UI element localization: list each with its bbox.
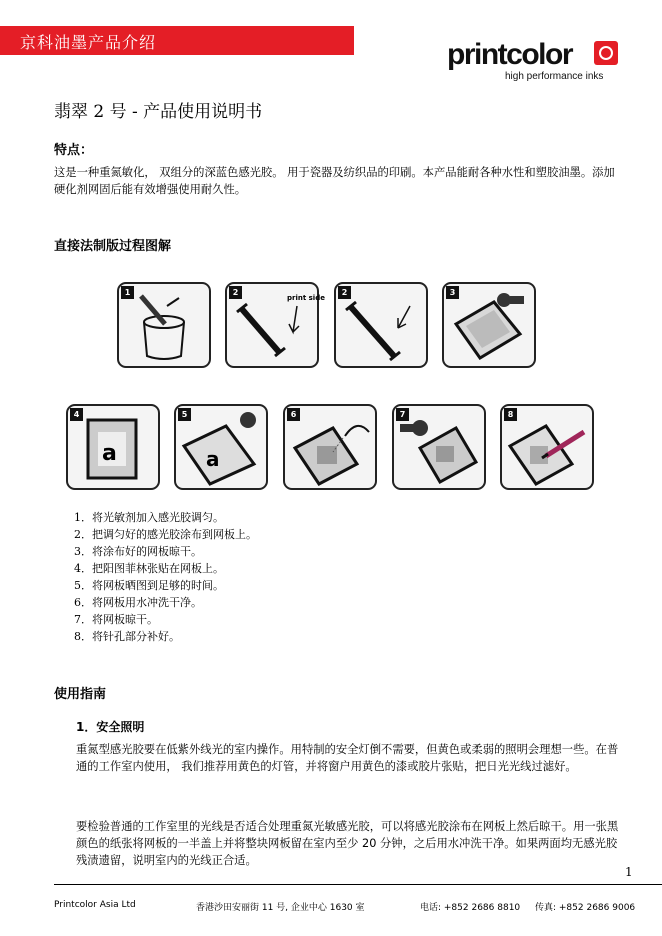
header-banner	[0, 26, 354, 55]
safety-lighting-heading: 1．安全照明	[76, 720, 145, 734]
process-steps-list	[74, 509, 257, 645]
footer-company: Printcolor Asia Ltd	[54, 900, 136, 910]
print-side-label: print side	[287, 294, 325, 302]
step-panel-2b: 2	[334, 282, 428, 368]
list-item: 1．将光敏剂加入感光胶调匀。	[74, 511, 224, 524]
banner-title: 京科油墨产品介绍	[20, 33, 157, 52]
light-test-text: 要检验普通的工作室里的光线是否适合处理重氮光敏感光胶，可以将感光胶涂布在网板上然后晾干。用一张黑颜色的纸张将网板的一半盖上并将整块网板留在室内至少 20 分钟，之后用水冲洗干净。如果两面均无感光胶残渍遗留，说明室内的光线正合适。	[76, 820, 619, 867]
list-item: 8．将针孔部分补好。	[74, 630, 180, 643]
drying-screen-icon	[444, 284, 534, 366]
step-panel-2a: 2 print side	[225, 282, 319, 368]
touchup-brush-icon	[502, 406, 592, 488]
list-item: 6．将网板用水冲洗干净。	[74, 596, 202, 609]
logo-mark-icon	[594, 41, 618, 65]
footer-address: 香港沙田安丽街 11 号, 企业中心 1630 室	[196, 903, 365, 913]
process-heading: 直接法制版过程图解	[54, 239, 172, 254]
list-item: 5．将网板晒图到足够的时间。	[74, 579, 224, 592]
mixing-bucket-icon	[119, 284, 209, 366]
footer-phone: 电话: +852 2686 8810	[420, 903, 521, 913]
coating-trough-icon	[227, 284, 325, 366]
step-panel-3: 3	[442, 282, 536, 368]
step-panel-1: 1	[117, 282, 211, 368]
washout-hose-icon	[285, 406, 375, 488]
list-item: 3．将涂布好的网板晾干。	[74, 545, 202, 558]
step-panel-8: 8	[500, 404, 594, 490]
film-positive-icon	[68, 406, 158, 488]
features-text: 这是一种重氮敏化， 双组分的深蓝色感光胶。 用于瓷器及纺织品的印刷。本产品能耐各种水性和塑胶油墨。添加硬化剂网固后能有效增强使用耐久性。	[54, 166, 615, 196]
step-panel-5: 5 a	[174, 404, 268, 490]
page-number: 1	[625, 865, 633, 879]
list-item: 2．把调匀好的感光胶涂布到网板上。	[74, 528, 257, 541]
logo-wordmark: printcolor	[447, 38, 572, 71]
footer-fax: 传真: +852 2686 9006	[535, 903, 636, 913]
exposure-lamp-icon	[176, 406, 266, 488]
step-panel-7: 7	[392, 404, 486, 490]
page-title: 翡翠 2 号 - 产品使用说明书	[54, 102, 263, 122]
footer-divider	[54, 884, 662, 885]
exposure-letter: a	[206, 447, 220, 471]
features-heading: 特点：	[54, 143, 94, 158]
printcolor-logo	[447, 38, 622, 86]
list-item: 7．将网板晾干。	[74, 613, 158, 626]
step-panel-6: 6	[283, 404, 377, 490]
hair-dryer-icon	[394, 406, 484, 488]
step-panel-4: 4 a	[66, 404, 160, 490]
film-letter: a	[102, 441, 117, 466]
coating-trough-icon	[336, 284, 426, 366]
safety-lighting-text: 重氮型感光胶要在低紫外线光的室内操作。用特制的安全灯倒不需要，但黄色或柔弱的照明会理想一些。在普通的工作室内使用， 我们推荐用黄色的灯管，并将窗户用黄色的漆或胶片张贴，把日光光线过滤好。	[76, 743, 619, 773]
process-illustration	[54, 262, 590, 502]
guide-heading: 使用指南	[54, 687, 107, 702]
list-item: 4．把阳图菲林张贴在网板上。	[74, 562, 224, 575]
logo-tagline: high performance inks	[505, 71, 604, 82]
